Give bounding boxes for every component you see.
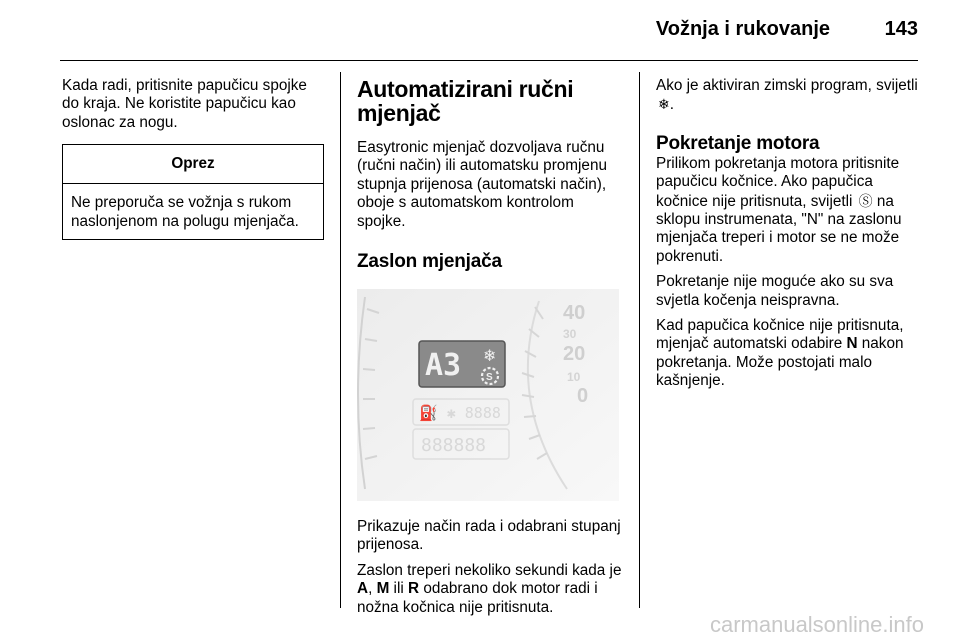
footer-watermark: carmanualsonline.info [709, 612, 924, 637]
speed-label-0: 0 [577, 385, 589, 408]
clutch-intro-text: Kada radi, pritisnite papučicu spojke do kraja. Ne koristite papučicu kao oslonac za nogu. [62, 77, 307, 131]
display-snowflake-icon: ❄ [483, 346, 497, 366]
engine-start-text: Prilikom pokretanja motora pritisnite papučicu kočnice. Ako papučica kočnice nije pritisnuta, svijetli Ⓢ na sklopu instrumenata, "N" na zaslonu mjenjača treperi i motor se ne može pokrenuti. [656, 154, 902, 265]
caution-text: Ne preporuča se vožnja s rukom naslonjenom na polugu mjenjača. [71, 194, 299, 230]
snowflake-icon: ❄ [658, 96, 670, 113]
section-title: Vožnja i rukovanje [655, 18, 830, 40]
faded-trip-digits: 888888 [421, 435, 487, 457]
mode-readout: A3 [425, 348, 462, 384]
section-heading-automated-transmission: Automatizirani ručni mjenjač [357, 76, 574, 126]
speed-label-10: 10 [567, 370, 581, 385]
speed-label-20: 20 [563, 343, 586, 366]
left-column [62, 77, 324, 240]
transmission-display-figure [357, 289, 619, 501]
speed-label-30: 30 [563, 327, 577, 342]
column-divider-right [639, 72, 640, 608]
figure-caption: Prikazuje način rada i odabrani stupanj prijenosa. [357, 518, 621, 554]
page-number: 143 [884, 18, 918, 40]
caution-box [62, 144, 324, 240]
right-column [656, 77, 922, 398]
brake-lights-text: Pokretanje nije moguće ako su sva svjetla kočenja neispravna. [656, 273, 894, 309]
easytronic-intro-text: Easytronic mjenjač dozvoljava ručnu (ručni način) ili automatsku promjenu stupnja prijenosa (automatski način), oboje s automatskom kontrolom spojke. [357, 139, 607, 230]
subheading-engine-start: Pokretanje motora [656, 132, 820, 154]
display-blink-text: Zaslon treperi nekoliko sekundi kada je A, M ili R odabrano dok motor radi i nožna kočnica nije pritisnuta. [357, 561, 622, 616]
subheading-transmission-display: Zaslon mjenjača [357, 251, 502, 273]
neutral-select-text: Kad papučica kočnice nije pritisnuta, mjenjač automatski odabire N nakon pokretanja. Može postojati malo kašnjenje. [656, 317, 904, 390]
middle-column [357, 77, 622, 624]
svg-text:S: S [486, 372, 493, 384]
brake-warning-icon: Ⓢ [858, 192, 873, 209]
header-divider [60, 60, 918, 61]
caution-heading: Oprez [63, 145, 323, 184]
speed-label-40: 40 [563, 302, 586, 325]
column-divider-left [340, 72, 341, 608]
winter-program-text: Ako je aktiviran zimski program, svijetli ❄. [656, 77, 918, 114]
faded-odometer-digits: ⛽ ✱ 8888 [419, 404, 501, 423]
